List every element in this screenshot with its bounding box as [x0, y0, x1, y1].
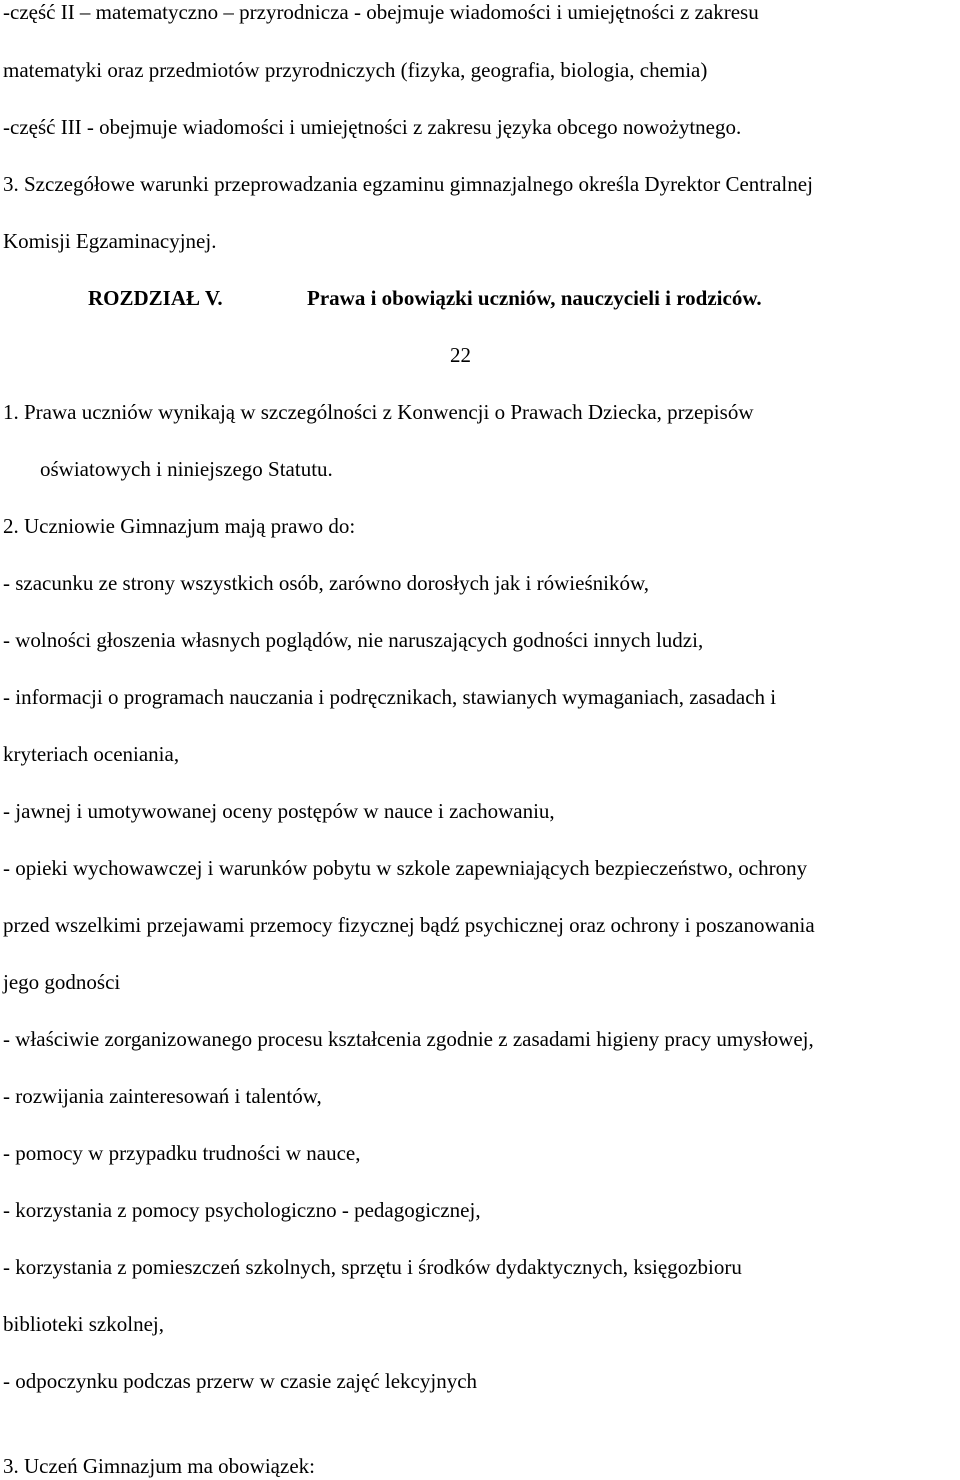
section-number: 22 [450, 343, 471, 367]
point-2-line: kryteriach oceniania, [3, 742, 180, 766]
point-2-heading: 2. Uczniowie Gimnazjum mają prawo do: [3, 514, 356, 538]
point-1-line: oświatowych i niniejszego Statutu. [40, 457, 333, 481]
intro-line: 3. Szczegółowe warunki przeprowadzania egzaminu gimnazjalnego określa Dyrektor Centralnej [3, 172, 813, 196]
section-heading [450, 343, 471, 367]
chapter-title: Prawa i obowiązki uczniów, nauczycieli i rodziców. [307, 286, 762, 310]
point-2-line: przed wszelkimi przejawami przemocy fizycznej bądź psychicznej oraz ochrony i poszanowania [3, 913, 815, 937]
point-2-line: - szacunku ze strony wszystkich osób, zarówno dorosłych jak i rówieśników, [3, 571, 649, 595]
point-2-line: - wolności głoszenia własnych poglądów, nie naruszających godności innych ludzi, [3, 628, 704, 652]
point-3-heading: 3. Uczeń Gimnazjum ma obowiązek: [3, 1454, 315, 1478]
point-2-line: - jawnej i umotywowanej oceny postępów w nauce i zachowaniu, [3, 799, 555, 823]
intro-line: -część II – matematyczno – przyrodnicza - obejmuje wiadomości i umiejętności z zakresu [3, 0, 759, 24]
point-2-line: - odpoczynku podczas przerw w czasie zajęć lekcyjnych [3, 1369, 478, 1393]
point-2-line: biblioteki szkolnej, [3, 1312, 164, 1336]
point-2-line: - opieki wychowawczej i warunków pobytu w szkole zapewniających bezpieczeństwo, ochrony [3, 856, 808, 880]
chapter-number: ROZDZIAŁ V. [88, 286, 223, 310]
point-2-line: jego godności [3, 970, 121, 994]
point-2-line: - korzystania z pomocy psychologiczno - pedagogicznej, [3, 1198, 481, 1222]
point-2-line: - rozwijania zainteresowań i talentów, [3, 1084, 322, 1108]
point-2-line: - korzystania z pomieszczeń szkolnych, sprzętu i środków dydaktycznych, księgozbioru [3, 1255, 742, 1279]
point-2-line: - pomocy w przypadku trudności w nauce, [3, 1141, 361, 1165]
point-2-line: - informacji o programach nauczania i podręcznikach, stawianych wymaganiach, zasadach i [3, 685, 777, 709]
point-2-line: - właściwie zorganizowanego procesu kształcenia zgodnie z zasadami higieny pracy umysłowej, [3, 1027, 814, 1051]
intro-line: Komisji Egzaminacyjnej. [3, 229, 217, 253]
intro-line: -część III - obejmuje wiadomości i umiejętności z zakresu języka obcego nowożytnego. [3, 115, 742, 139]
intro-line: matematyki oraz przedmiotów przyrodniczych (fizyka, geografia, biologia, chemia) [3, 58, 708, 82]
point-1-line: 1. Prawa uczniów wynikają w szczególności z Konwencji o Prawach Dziecka, przepisów [3, 400, 754, 424]
